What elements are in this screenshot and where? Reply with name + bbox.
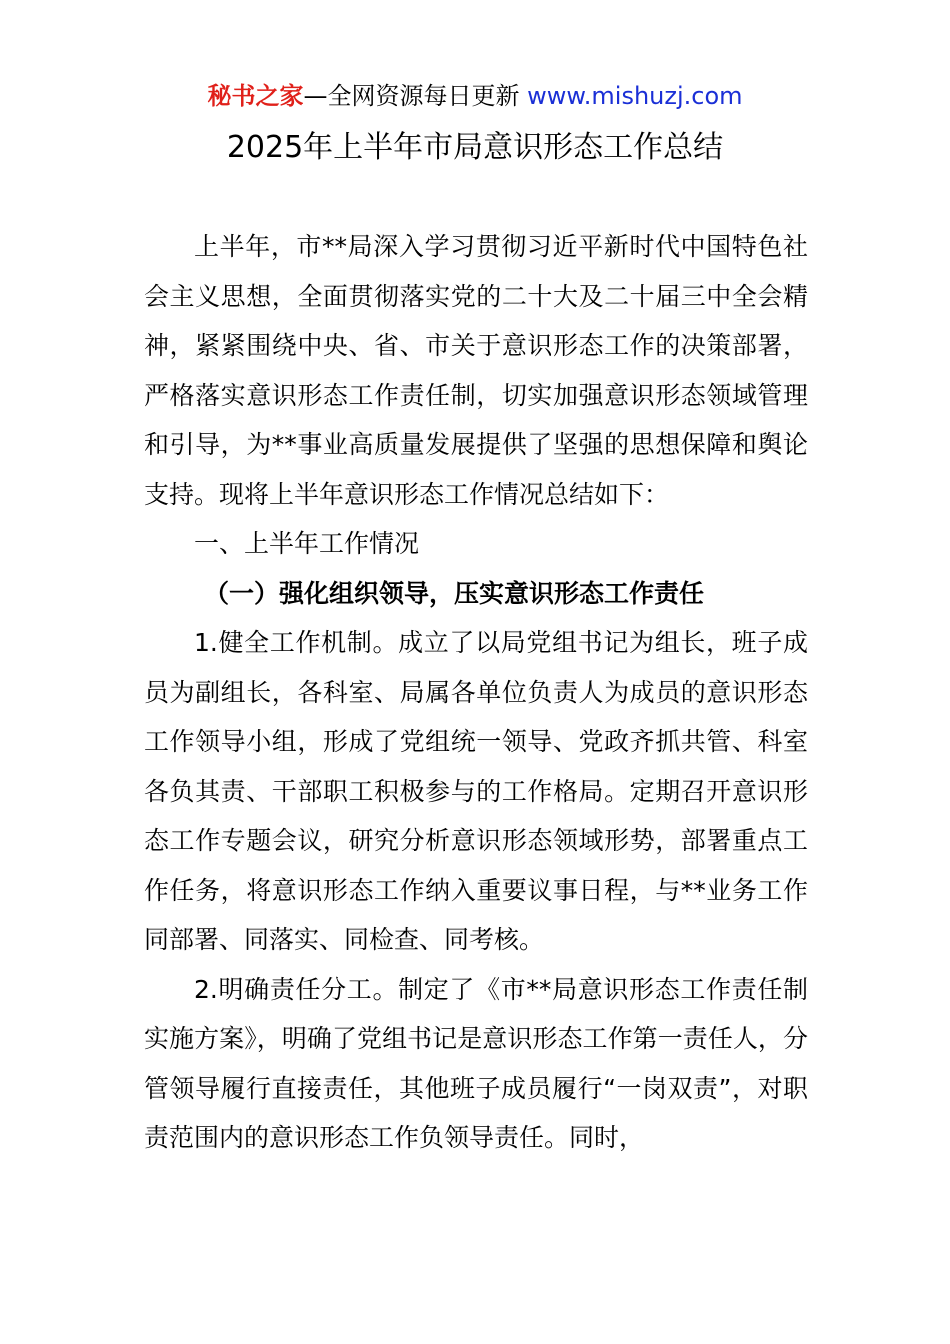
site-brand: 秘书之家	[207, 82, 304, 110]
document-body	[144, 222, 808, 1163]
site-tagline: —全网资源每日更新	[303, 82, 520, 110]
document-title: 2025年上半年市局意识形态工作总结	[226, 130, 724, 165]
section-heading: 一、上半年工作情况	[194, 529, 420, 558]
site-url-link[interactable]: www.mishuzj.com	[527, 82, 743, 110]
subsection-heading: （一）强化组织领导，压实意识形态工作责任	[204, 578, 705, 608]
site-header	[0, 80, 950, 112]
item-paragraph-1: 1.健全工作机制。成立了以局党组书记为组长，班子成员为副组长，各科室、局属各单位负责人为成员的意识形态工作领导小组，形成了党组统一领导、党政齐抓共管、科室各负其责、干部职工积极参与的工作格局。定期召开意识形态工作专题会议，研究分析意识形态领域形势，部署重点工作任务，将意识形态工作纳入重要议事日程，与**业务工作同部署、同落实、同检查、同考核。	[144, 628, 808, 954]
item-paragraph-2: 2.明确责任分工。制定了《市**局意识形态工作责任制实施方案》，明确了党组书记是意识形态工作第一责任人，分管领导履行直接责任，其他班子成员履行“一岗双责”，对职责范围内的意识形态工作负领导责任。同时，	[144, 974, 808, 1152]
intro-paragraph: 上半年，市**局深入学习贯彻习近平新时代中国特色社会主义思想，全面贯彻落实党的二十大及二十届三中全会精神，紧紧围绕中央、省、市关于意识形态工作的决策部署，严格落实意识形态工作责任制，切实加强意识形态领域管理和引导，为**事业高质量发展提供了坚强的思想保障和舆论支持。现将上半年意识形态工作情况总结如下：	[144, 232, 808, 509]
